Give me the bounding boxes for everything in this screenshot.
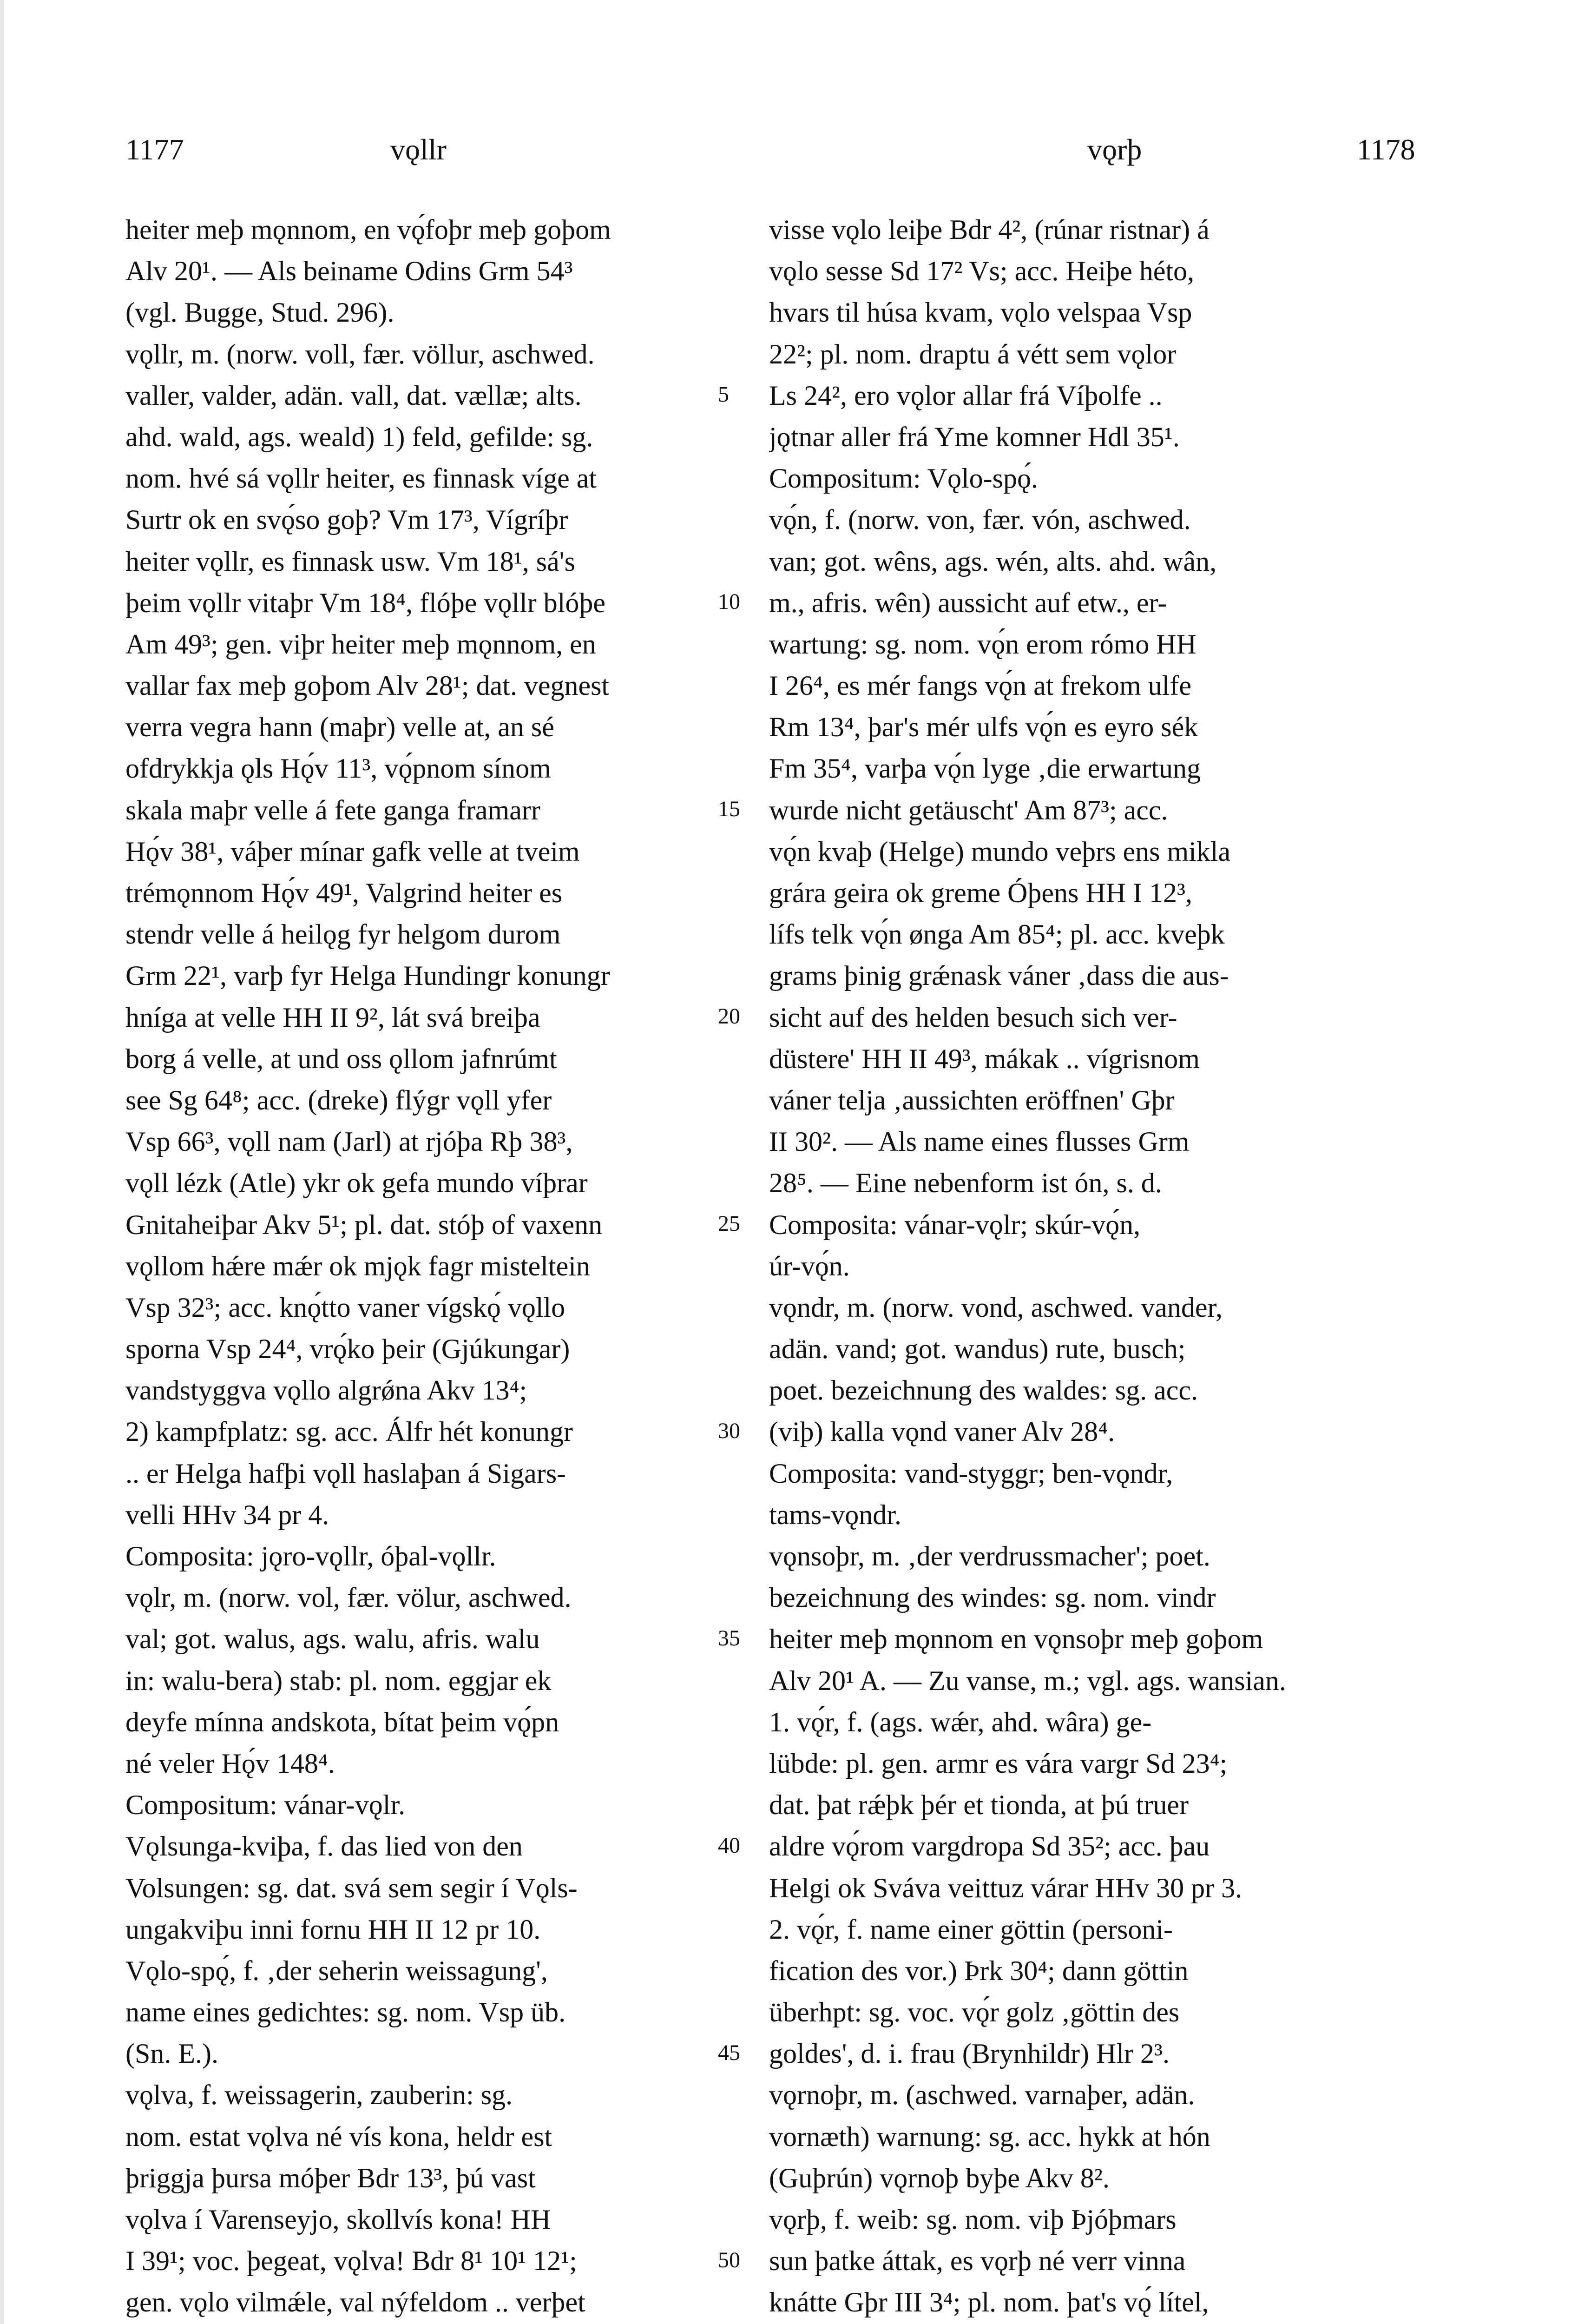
text-line: valler, valder, adän. vall, dat. vællæ; alts. xyxy=(125,380,582,411)
page-number-right: 1178 xyxy=(1357,133,1415,166)
text-line: sporna Vsp 24⁴, vrǫ́ko þeir (Gjúkungar) xyxy=(125,1334,570,1365)
text-line: borg á velle, at und oss ǫllom jafnrúmt xyxy=(125,1043,557,1074)
text-line: vǫlva, f. weissagerin, zauberin: sg. xyxy=(125,2080,513,2111)
text-line: van; got. wêns, ags. wén, alts. ahd. wân, xyxy=(769,546,1217,577)
text-line: wurde nicht getäuscht' Am 87³; acc. xyxy=(769,794,1168,825)
text-line: Compositum: vánar-vǫlr. xyxy=(125,1789,406,1821)
text-line: Composita: vánar-vǫlr; skúr-vǫ́n, xyxy=(769,1209,1141,1240)
text-line: Rm 13⁴, þar's mér ulfs vǫ́n es eyro sék xyxy=(769,712,1198,743)
text-line: vǫll lézk (Atle) ykr ok gefa mundo víþrar xyxy=(125,1168,588,1199)
line-number: 35 xyxy=(718,1625,740,1651)
text-line: Surtr ok en svǫ́so goþ? Vm 17³, Vígríþr xyxy=(125,504,568,535)
line-number: 50 xyxy=(718,2247,740,2272)
text-line: adän. vand; got. wandus) rute, busch; xyxy=(769,1334,1186,1365)
text-line: vǫrþ, f. weib: sg. nom. viþ Þjóþmars xyxy=(769,2204,1177,2235)
text-line: I 39¹; voc. þegeat, vǫlva! Bdr 8¹ 10¹ 12¹; xyxy=(125,2245,577,2277)
text-line: knátte Gþr III 3⁴; pl. nom. þat's vǫ́ lítel, xyxy=(769,2287,1209,2318)
text-line: lübde: pl. gen. armr es vára vargr Sd 23⁴; xyxy=(769,1748,1228,1779)
text-line: lífs telk vǫ́n ønga Am 85⁴; pl. acc. kveþk xyxy=(769,919,1225,950)
text-line: dat. þat rǽþk þér et tionda, at þú truer xyxy=(769,1789,1189,1821)
text-line: Vsp 32³; acc. knǫ́tto vaner vígskǫ́ vǫllo xyxy=(125,1292,565,1323)
text-line: úr-vǫ́n. xyxy=(769,1250,850,1281)
text-line: m., afris. wên) aussicht auf etw., er- xyxy=(769,587,1167,618)
text-line: vandstyggva vǫllo algrǿna Akv 13⁴; xyxy=(125,1375,527,1406)
text-line: hníga at velle HH II 9², lát svá breiþa xyxy=(125,1002,540,1033)
text-line: Vǫlsunga-kviþa, f. das lied von den xyxy=(125,1831,523,1862)
text-line: vǫnsoþr, m. ‚der verdrussmacher'; poet. xyxy=(769,1541,1210,1571)
line-number: 45 xyxy=(718,2040,740,2065)
text-line: Am 49³; gen. viþr heiter meþ mǫnnom, en xyxy=(125,628,596,660)
scan-edge xyxy=(0,0,4,2324)
page-number-left: 1177 xyxy=(125,133,184,166)
text-line: (viþ) kalla vǫnd vaner Alv 28⁴. xyxy=(769,1416,1115,1447)
text-line: Alv 20¹. — Als beiname Odins Grm 54³ xyxy=(125,256,573,287)
text-line: grára geira ok greme Óþens HH I 12³, xyxy=(769,878,1192,908)
text-line: überhpt: sg. voc. vǫ́r golz ‚göttin des xyxy=(769,1997,1180,2028)
text-line: verra vegra hann (maþr) velle at, an sé xyxy=(125,712,554,743)
text-line: vǫ́n, f. (norw. von, fær. vón, aschwed. xyxy=(769,504,1191,535)
text-line: Vǫlo-spǫ́, f. ‚der seherin weissagung', xyxy=(125,1955,548,1986)
text-line: vǫlva í Varenseyjo, skollvís kona! HH xyxy=(125,2204,551,2235)
text-line: (Sn. E.). xyxy=(125,2038,218,2069)
text-line: Grm 22¹, varþ fyr Helga Hundingr konungr xyxy=(125,960,610,991)
text-line: 28⁵. — Eine nebenform ist ón, s. d. xyxy=(769,1168,1162,1199)
text-line: Composita: jǫro-vǫllr, óþal-vǫllr. xyxy=(125,1541,496,1571)
text-line: Helgi ok Sváva veittuz várar HHv 30 pr 3. xyxy=(769,1872,1243,1903)
text-line: visse vǫlo leiþe Bdr 4², (rúnar ristnar) á xyxy=(769,214,1210,245)
text-line: bezeichnung des windes: sg. nom. vindr xyxy=(769,1582,1216,1613)
text-line: name eines gedichtes: sg. nom. Vsp üb. xyxy=(125,1997,566,2028)
text-line: goldes', d. i. frau (Brynhildr) Hlr 2³. xyxy=(769,2038,1170,2069)
text-line: 2) kampfplatz: sg. acc. Álfr hét konungr xyxy=(125,1416,573,1447)
text-line: heiter meþ mǫnnom en vǫnsoþr meþ goþom xyxy=(769,1624,1263,1655)
text-line: sun þatke áttak, es vǫrþ né verr vinna xyxy=(769,2245,1186,2277)
text-line: I 26⁴, es mér fangs vǫ́n at frekom ulfe xyxy=(769,670,1191,701)
page-header xyxy=(0,132,1591,184)
text-line: 2. vǫ́r, f. name einer göttin (personi- xyxy=(769,1914,1173,1945)
right-column xyxy=(769,209,1359,2324)
line-number: 20 xyxy=(718,1004,740,1029)
text-line: nom. estat vǫlva né vís kona, heldr est xyxy=(125,2121,552,2152)
text-line: Compositum: Vǫlo-spǫ́. xyxy=(769,463,1038,494)
running-headword-left: vǫllr xyxy=(390,133,447,166)
text-line: né veler Hǫ́v 148⁴. xyxy=(125,1748,335,1779)
text-line: in: walu-bera) stab: pl. nom. eggjar ek xyxy=(125,1665,552,1696)
text-line: Composita: vand-styggr; ben-vǫndr, xyxy=(769,1458,1173,1489)
text-line: ahd. wald, ags. weald) 1) feld, gefilde: sg. xyxy=(125,421,593,452)
text-line: fication des vor.) Þrk 30⁴; dann göttin xyxy=(769,1955,1189,1986)
running-headword-right: vǫrþ xyxy=(1087,133,1142,166)
text-line: sicht auf des helden besuch sich ver- xyxy=(769,1002,1177,1033)
text-line: düstere' HH II 49³, mákak .. vígrisnom xyxy=(769,1043,1200,1074)
text-line: vǫlo sesse Sd 17² Vs; acc. Heiþe héto, xyxy=(769,256,1195,287)
text-line: stendr velle á heilǫg fyr helgom durom xyxy=(125,919,561,950)
line-number: 30 xyxy=(718,1418,740,1443)
text-line: velli HHv 34 pr 4. xyxy=(125,1499,329,1530)
line-number: 15 xyxy=(718,796,740,821)
text-line: heiter meþ mǫnnom, en vǫ́foþr meþ goþom xyxy=(125,214,611,245)
text-line: Gnitaheiþar Akv 5¹; pl. dat. stóþ of vaxenn xyxy=(125,1209,603,1240)
line-number: 5 xyxy=(718,382,729,407)
text-line: váner telja ‚aussichten eröffnen' Gþr xyxy=(769,1084,1175,1116)
text-line: deyfe mínna andskota, bítat þeim vǫ́pn xyxy=(125,1706,559,1737)
line-number: 40 xyxy=(718,1833,740,1858)
text-line: gen. vǫlo vilmǽle, val nýfeldom .. verþet xyxy=(125,2287,585,2318)
text-line: vǫrnoþr, m. (aschwed. varnaþer, adän. xyxy=(769,2080,1195,2111)
text-line: (vgl. Bugge, Stud. 296). xyxy=(125,297,394,328)
text-line: vǫllom hǽre mǽr ok mjǫk fagr misteltein xyxy=(125,1250,590,1281)
text-line: vǫllr, m. (norw. voll, fær. völlur, aschwed. xyxy=(125,338,595,370)
text-line: nom. hvé sá vǫllr heiter, es finnask víge at xyxy=(125,463,597,494)
text-line: jǫtnar aller frá Yme komner Hdl 35¹. xyxy=(769,421,1180,452)
text-line: vornæth) warnung: sg. acc. hykk at hón xyxy=(769,2121,1210,2152)
text-line: þeim vǫllr vitaþr Vm 18⁴, flóþe vǫllr blóþe xyxy=(125,587,605,618)
text-line: see Sg 64⁸; acc. (dreke) flýgr vǫll yfer xyxy=(125,1084,552,1116)
text-line: .. er Helga hafþi vǫll haslaþan á Sigars- xyxy=(125,1458,566,1489)
text-line: skala maþr velle á fete ganga framarr xyxy=(125,794,540,825)
text-line: poet. bezeichnung des waldes: sg. acc. xyxy=(769,1375,1198,1406)
text-line: ofdrykkja ǫls Hǫ́v 11³, vǫ́pnom sínom xyxy=(125,753,551,784)
line-number: 25 xyxy=(718,1211,740,1236)
text-line: ungakviþu inni fornu HH II 12 pr 10. xyxy=(125,1914,541,1945)
text-line: vǫ́n kvaþ (Helge) mundo veþrs ens mikla xyxy=(769,836,1231,867)
text-line: wartung: sg. nom. vǫ́n erom rómo HH xyxy=(769,628,1197,660)
text-line: tams-vǫndr. xyxy=(769,1499,901,1530)
text-line: 22²; pl. nom. draptu á vétt sem vǫlor xyxy=(769,338,1177,370)
left-column xyxy=(125,209,716,2324)
text-line: vallar fax meþ goþom Alv 28¹; dat. vegnest xyxy=(125,670,610,701)
text-line: Alv 20¹ A. — Zu vanse, m.; vgl. ags. wansian. xyxy=(769,1665,1286,1696)
text-line: heiter vǫllr, es finnask usw. Vm 18¹, sá's xyxy=(125,546,575,577)
text-line: trémǫnnom Hǫ́v 49¹, Valgrind heiter es xyxy=(125,878,563,908)
line-number: 10 xyxy=(718,589,740,614)
text-line: Volsungen: sg. dat. svá sem segir í Vǫls- xyxy=(125,1872,578,1903)
text-line: 1. vǫ́r, f. (ags. wǽr, ahd. wâra) ge- xyxy=(769,1706,1152,1737)
text-line: þriggja þursa móþer Bdr 13³, þú vast xyxy=(125,2162,536,2193)
text-line: grams þinig grǽnask váner ‚dass die aus- xyxy=(769,960,1229,991)
text-line: Vsp 66³, vǫll nam (Jarl) at rjóþa Rþ 38³, xyxy=(125,1126,573,1157)
text-line: Hǫ́v 38¹, váþer mínar gafk velle at tveim xyxy=(125,836,580,867)
text-line: val; got. walus, ags. walu, afris. walu xyxy=(125,1624,540,1655)
text-line: Fm 35⁴, varþa vǫ́n lyge ‚die erwartung xyxy=(769,753,1201,784)
text-line: (Guþrún) vǫrnoþ byþe Akv 8². xyxy=(769,2162,1110,2193)
text-line: Ls 24², ero vǫlor allar frá Víþolfe .. xyxy=(769,380,1163,411)
text-line: vǫndr, m. (norw. vond, aschwed. vander, xyxy=(769,1292,1223,1323)
text-line: II 30². — Als name eines flusses Grm xyxy=(769,1126,1190,1157)
text-line: hvars til húsa kvam, vǫlo velspaa Vsp xyxy=(769,297,1192,328)
text-line: aldre vǫ́rom vargdropa Sd 35²; acc. þau xyxy=(769,1831,1210,1862)
text-line: vǫlr, m. (norw. vol, fær. völur, aschwed. xyxy=(125,1582,572,1613)
